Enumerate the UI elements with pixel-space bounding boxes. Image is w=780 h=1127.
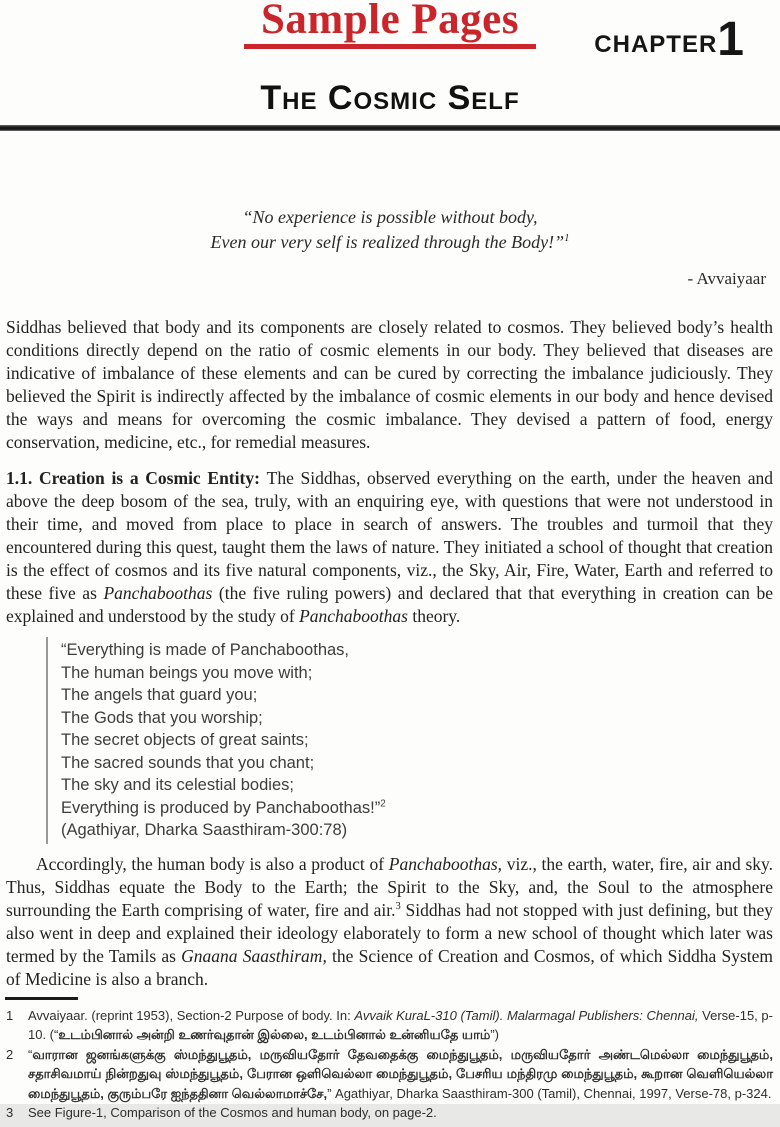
footnote-divider bbox=[5, 997, 78, 1000]
footnote-1 bbox=[6, 1006, 773, 1045]
poem-line: The angels that guard you; bbox=[61, 686, 258, 704]
footnote-text: See Figure-1, Comparison of the Cosmos and human body, on page-2. bbox=[28, 1105, 437, 1120]
epigraph-quote bbox=[0, 205, 780, 255]
sample-pages-text: Sample Pages bbox=[260, 0, 520, 43]
footnote-number: 2 bbox=[6, 1046, 14, 1062]
chapter-heading bbox=[594, 13, 744, 66]
chapter-label: CHAPTER bbox=[594, 31, 718, 58]
epigraph-line-2: Even our very self is realized through the Body!”$^1$ bbox=[210, 232, 570, 252]
poem-citation: (Agathiyar, Dharka Saasthiram-300:78) bbox=[61, 821, 348, 839]
epigraph-attribution: - Avvaiyaar bbox=[687, 269, 766, 288]
paragraph-section-1-1: 1.1. Creation is a Cosmic Entity: The Siddhas, observed everything on the earth, under the heaven and above the deep bosom of the sea, truly, with an enquiring eye, with questions that were not understood in their time, and moved from place to place in search of answers. The troubles and turmoil that they encountered during this quest, taught them the laws of nature. They initiated a school of thought that creation is the effect of cosmos and its five natural components, viz., the Sky, Air, Fire, Water, Earth and referred to these five as Panchaboothas (the five ruling powers) and declared that that everything in creation can be explained and understood by the study of Panchaboothas theory. bbox=[6, 468, 774, 626]
footnote-number: 1 bbox=[6, 1007, 14, 1023]
page-title: The Cosmic Self bbox=[260, 79, 520, 117]
poem-line: The sky and its celestial bodies; bbox=[61, 776, 294, 794]
poem-line: “Everything is made of Panchaboothas, bbox=[61, 641, 350, 659]
poem-blockquote bbox=[46, 637, 780, 844]
paragraph-intro: Siddhas believed that body and its components are closely related to cosmos. They believed body’s health conditions directly depend on the ratio of cosmic elements in our body. They believed that diseases are indicative of imbalance of these elements and can be cured by correcting the imbalance judiciously. They believed the Spirit is indirectly affected by the imbalance of cosmic elements in our body and hence devised the ways and means for overcoming the cosmic imbalance. They devised a pattern of food, energy conservation, medicine, etc., for remedial measures. bbox=[6, 317, 773, 452]
poem-line: The sacred sounds that you chant; bbox=[61, 753, 315, 772]
poem-line: The secret objects of great saints; bbox=[61, 731, 309, 749]
poem-line: The human beings you move with; bbox=[61, 663, 313, 682]
chapter-number: 1 bbox=[717, 13, 744, 66]
epigraph-line-1: “No experience is possible without body, bbox=[242, 207, 538, 227]
footnote-text: Avvaiyaar. (reprint 1953), Section-2 Purpose of body. In: Avvaik KuraL-310 (Tamil). Malarmagal Publishers: Chennai, Verse-15, p-10. (“உடம்பினால் அன்றி உணர்வுதான் இல்லை, உடம்பினால் உன்னியதே யாம்”) bbox=[28, 1007, 773, 1042]
footnote-text: “வாரான ஜனங்களுக்கு ஸ்மந்துபூதம், மருவியதோர் தேவதைக்கு மைந்துபூதம், மருவியதோர் அண்டமெல்லா மைந்துபூதம், சதாசிவமாய் நின்றதுவு ஸ்மந்துபூதம், பேரான ஒளிவெல்லா மைந்துபூதம், பேசரிய மந்திரமு மைந்துபூதம், கூறான வெளியெல்லா மைந்துபூதம், குரும்பரே ஐந்ததினா வெல்லாமாச்சே,” Agathiyar, Dharka Saasthiram-300 (Tamil), Chennai, 1997, Verse-78, p-324. bbox=[28, 1046, 773, 1101]
footnotes-section bbox=[6, 1006, 773, 1123]
paragraph-accordingly: Accordingly, the human body is also a product of Panchaboothas, viz., the earth, water, fire, air and sky. Thus, Siddhas equate the Body to the Earth; the Spirit to the Sky, and, the Soul to the atmosphere surrounding the Earth comprising of water, fire and air.$^3$ Siddhas had not stopped with just defining, but they also went in deep and explained their ideology elaborately to form a new school of thought which later was termed by the Tamils as Gnaana Saasthiram, the Science of Creation and Cosmos, of which Siddha System of Medicine is also a branch. bbox=[6, 853, 774, 989]
footnote-number: 3 bbox=[6, 1105, 14, 1120]
footnote-3 bbox=[6, 1103, 773, 1123]
poem-line: Everything is produced by Panchaboothas!”$^2$ bbox=[61, 798, 386, 817]
poem-line: The Gods that you worship; bbox=[61, 708, 263, 727]
footnote-2 bbox=[6, 1045, 773, 1104]
title-divider-bar bbox=[0, 125, 780, 131]
sample-pages-underline bbox=[244, 44, 536, 49]
